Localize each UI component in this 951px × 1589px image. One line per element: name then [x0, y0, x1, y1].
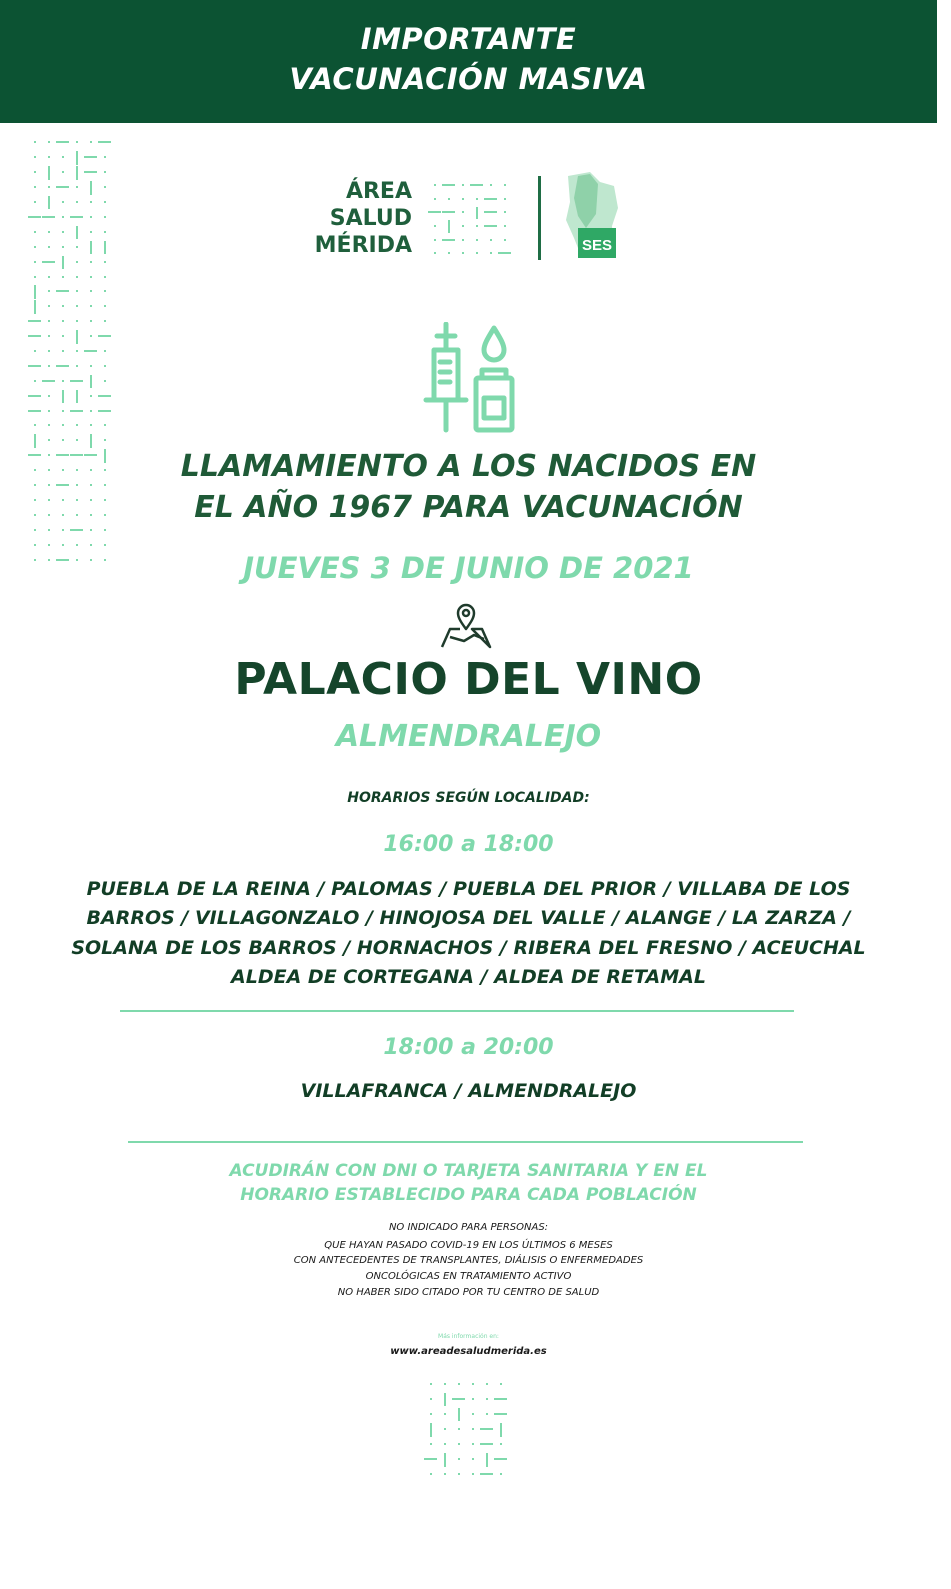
- decorative-dot: [76, 276, 78, 278]
- decorative-dot: [104, 201, 106, 203]
- decorative-dot: [34, 380, 36, 382]
- decorative-dot: [48, 350, 50, 352]
- decorative-dot: [484, 225, 497, 227]
- decorative-dot: [430, 1413, 432, 1415]
- decorative-dot: [104, 380, 106, 382]
- decorative-dot: [472, 1458, 474, 1460]
- decorative-dot: [62, 305, 64, 307]
- logo-divider: [538, 176, 541, 260]
- decorative-dot: [104, 241, 106, 254]
- decorative-dot: [34, 544, 36, 546]
- decorative-dot: [48, 365, 50, 367]
- decorative-dot: [90, 335, 92, 337]
- decorative-dot: [34, 201, 36, 203]
- decorative-dot: [56, 186, 69, 188]
- decorative-dot: [62, 246, 64, 248]
- decorative-dot: [90, 529, 92, 531]
- decorative-dot: [62, 216, 64, 218]
- decorative-dot: [28, 410, 41, 412]
- decorative-dot: [76, 320, 78, 322]
- decorative-dot: [90, 201, 92, 203]
- ses-logo-icon: [556, 168, 626, 264]
- decorative-dot: [434, 184, 436, 186]
- towns-slot-1-line-4: ALDEA DE CORTEGANA / ALDEA DE RETAMAL: [231, 966, 706, 988]
- decorative-dot: [444, 1413, 446, 1415]
- decorative-dot: [104, 484, 106, 486]
- decorative-dot: [76, 439, 78, 441]
- decorative-dot: [62, 544, 64, 546]
- decorative-dot: [480, 1473, 493, 1475]
- decorative-dot: [70, 380, 83, 382]
- decorative-dot: [434, 225, 436, 227]
- decorative-dot: [458, 1473, 460, 1475]
- decorative-dot: [76, 261, 78, 263]
- decorative-dot: [90, 410, 92, 412]
- venue-name: PALACIO DEL VINO: [234, 654, 703, 705]
- decorative-dot: [104, 290, 106, 292]
- decorative-dot: [504, 184, 506, 186]
- decorative-dot: [90, 290, 92, 292]
- requirements-line-1: ACUDIRÁN CON DNI O TARJETA SANITARIA Y EN EL: [229, 1161, 708, 1181]
- decorative-dot: [448, 220, 450, 232]
- decorative-dot: [84, 350, 97, 352]
- decorative-dot: [48, 529, 50, 531]
- decorative-dot: [76, 186, 78, 188]
- decorative-dot: [76, 151, 78, 164]
- decorative-dot: [104, 156, 106, 158]
- decorative-dot: [434, 252, 436, 254]
- decorative-dot: [34, 246, 36, 248]
- decorative-dot: [442, 211, 455, 213]
- decorative-dot: [504, 239, 506, 241]
- decorative-dot: [486, 1413, 488, 1415]
- decorative-dot: [28, 216, 41, 218]
- decorative-dot: [472, 1383, 474, 1385]
- decorative-dot: [28, 320, 41, 322]
- logo-line-2: SALUD: [329, 206, 412, 231]
- decorative-dot: [486, 1453, 488, 1467]
- decorative-dot: [462, 184, 464, 186]
- decorative-dot: [90, 424, 92, 426]
- decorative-dot: [34, 156, 36, 158]
- logo-dot-pattern: [428, 178, 512, 260]
- decorative-dot: [34, 529, 36, 531]
- decorative-dot: [90, 181, 92, 194]
- area-salud-merida-logo: [300, 178, 412, 259]
- decorative-dot: [62, 350, 64, 352]
- decorative-dot: [28, 365, 41, 367]
- decorative-dot: [62, 171, 64, 173]
- decorative-dot: [104, 171, 106, 173]
- decorative-dot: [48, 156, 50, 158]
- decorative-dot: [98, 395, 111, 397]
- requirements-line-2: HORARIO ESTABLECIDO PARA CADA POBLACIÓN: [240, 1185, 697, 1205]
- decorative-dot: [70, 529, 83, 531]
- decorative-dot: [104, 350, 106, 352]
- decorative-dot: [76, 141, 78, 143]
- decorative-dot: [34, 434, 36, 447]
- decorative-dot: [476, 207, 478, 219]
- decorative-dot: [90, 231, 92, 233]
- decorative-dot: [76, 226, 78, 239]
- decorative-dot: [458, 1458, 460, 1460]
- decorative-dot: [62, 256, 64, 269]
- decorative-dot: [430, 1473, 432, 1475]
- decorative-dot: [104, 424, 106, 426]
- decorative-dot: [104, 186, 106, 188]
- note-line-2: QUE HAYAN PASADO COVID-19 EN LOS ÚLTIMOS 6 MESES: [324, 1240, 613, 1251]
- decorative-dot: [90, 241, 92, 254]
- decorative-dot: [34, 231, 36, 233]
- decorative-dot: [34, 141, 36, 143]
- decorative-dot: [498, 252, 511, 254]
- header-banner: [0, 0, 937, 123]
- decorative-dot: [504, 225, 506, 227]
- decorative-dot: [90, 320, 92, 322]
- decorative-dot: [458, 1443, 460, 1445]
- decorative-dot: [48, 166, 50, 179]
- decorative-dot: [462, 252, 464, 254]
- decorative-dot: [472, 1443, 474, 1445]
- decorative-dot: [434, 198, 436, 200]
- decorative-dot: [42, 261, 55, 263]
- decorative-dot: [504, 198, 506, 200]
- decorative-dot: [476, 198, 478, 200]
- decorative-dot: [48, 320, 50, 322]
- decorative-dot: [90, 375, 92, 388]
- decorative-dot: [34, 285, 36, 298]
- decorative-dot: [104, 276, 106, 278]
- decorative-dot: [48, 335, 50, 337]
- decorative-dot: [486, 1383, 488, 1385]
- decorative-dot: [62, 390, 64, 403]
- decorative-dot: [62, 424, 64, 426]
- divider-2: [128, 1141, 803, 1143]
- decorative-dot: [76, 484, 78, 486]
- decorative-dot: [476, 252, 478, 254]
- decorative-dot: [34, 186, 36, 188]
- decorative-dot: [34, 300, 36, 313]
- schedule-label: HORARIOS SEGÚN LOCALIDAD:: [347, 790, 590, 806]
- decorative-dot: [490, 239, 492, 241]
- decorative-dot: [62, 439, 64, 441]
- decorative-dot: [444, 1383, 446, 1385]
- decorative-dot: [490, 184, 492, 186]
- decorative-dot: [48, 395, 50, 397]
- decorative-dot: [56, 484, 69, 486]
- decorative-dot: [494, 1413, 507, 1415]
- decorative-dot: [62, 380, 64, 382]
- decorative-dot: [484, 198, 497, 200]
- decorative-dot: [430, 1443, 432, 1445]
- decorative-dot: [56, 365, 69, 367]
- decorative-dot: [62, 335, 64, 337]
- venue-city: ALMENDRALEJO: [335, 719, 602, 754]
- decorative-dot: [48, 246, 50, 248]
- decorative-dot: [48, 544, 50, 546]
- towns-slot-1-line-3: SOLANA DE LOS BARROS / HORNACHOS / RIBERA DEL FRESNO / ACEUCHAL: [71, 937, 866, 959]
- decorative-dot: [28, 335, 41, 337]
- decorative-dot: [448, 198, 450, 200]
- decorative-dot: [34, 484, 36, 486]
- decorative-dot: [28, 395, 41, 397]
- note-line-4: ONCOLÓGICAS EN TRATAMIENTO ACTIVO: [365, 1271, 572, 1282]
- decorative-dot: [472, 1398, 474, 1400]
- decorative-dot: [486, 1398, 488, 1400]
- decorative-dot: [62, 156, 64, 158]
- banner-line-2: VACUNACIÓN MASIVA: [289, 62, 648, 96]
- decorative-dot: [434, 239, 436, 241]
- time-slot-1: 16:00 a 18:00: [383, 832, 554, 857]
- decorative-dot: [56, 290, 69, 292]
- decorative-dot: [500, 1443, 502, 1445]
- decorative-dot: [76, 290, 78, 292]
- decorative-dot: [34, 276, 36, 278]
- decorative-dot: [430, 1398, 432, 1400]
- decorative-dot: [104, 320, 106, 322]
- divider-1: [120, 1010, 794, 1012]
- decorative-dot: [90, 544, 92, 546]
- decorative-dot: [444, 1393, 446, 1407]
- decorative-dot: [48, 484, 50, 486]
- website-link[interactable]: www.areadesaludmerida.es: [390, 1346, 547, 1357]
- note-line-5: NO HABER SIDO CITADO POR TU CENTRO DE SALUD: [337, 1287, 600, 1298]
- decorative-dot: [476, 225, 478, 227]
- decorative-dot: [444, 1473, 446, 1475]
- decorative-dot: [90, 434, 92, 447]
- decorative-dot: [76, 390, 78, 403]
- decorative-dot: [458, 1428, 460, 1430]
- towns-slot-1-line-2: BARROS / VILLAGONZALO / HINOJOSA DEL VALLE / ALANGE / LA ZARZA /: [86, 907, 851, 929]
- decorative-dot: [48, 410, 50, 412]
- decorative-dot: [48, 231, 50, 233]
- decorative-dot: [490, 252, 492, 254]
- decorative-dot: [442, 239, 455, 241]
- headline-line-1: LLAMAMIENTO A LOS NACIDOS EN: [180, 449, 757, 484]
- more-info-label: Más información en:: [438, 1333, 499, 1340]
- decorative-dot: [430, 1383, 432, 1385]
- decorative-dot: [500, 1383, 502, 1385]
- decorative-dot: [90, 261, 92, 263]
- decorative-dot: [56, 141, 69, 143]
- time-slot-2: 18:00 a 20:00: [383, 1035, 554, 1060]
- towns-slot-2-line-1: VILLAFRANCA / ALMENDRALEJO: [300, 1080, 637, 1102]
- decorative-dot: [500, 1473, 502, 1475]
- decorative-dot: [34, 350, 36, 352]
- decorative-dot: [48, 305, 50, 307]
- decorative-dot: [48, 141, 50, 143]
- decorative-dot: [48, 196, 50, 209]
- decorative-dot: [62, 201, 64, 203]
- decorative-dot: [76, 544, 78, 546]
- decorative-dot: [34, 424, 36, 426]
- decorative-dot: [462, 198, 464, 200]
- decorative-dot: [104, 529, 106, 531]
- decorative-dot: [504, 211, 506, 213]
- banner-line-1: IMPORTANTE: [360, 22, 577, 56]
- decorative-dot: [104, 216, 106, 218]
- decorative-dot: [452, 1398, 465, 1400]
- decorative-dot: [76, 201, 78, 203]
- decorative-dot-pattern-bottom: [424, 1376, 508, 1482]
- vaccination-date: JUEVES 3 DE JUNIO DE 2021: [243, 551, 694, 585]
- decorative-dot: [42, 380, 55, 382]
- decorative-dot: [470, 184, 483, 186]
- decorative-dot: [62, 529, 64, 531]
- note-line-1: NO INDICADO PARA PERSONAS:: [388, 1222, 549, 1233]
- decorative-dot: [104, 261, 106, 263]
- decorative-dot: [428, 211, 441, 213]
- vaccine-icon: [420, 322, 520, 434]
- decorative-dot: [458, 1408, 460, 1422]
- vaccine-vial-icon: [476, 328, 512, 430]
- decorative-dot: [98, 335, 111, 337]
- decorative-dot: [84, 171, 97, 173]
- decorative-dot: [480, 1428, 493, 1430]
- decorative-dot: [444, 1453, 446, 1467]
- decorative-dot: [472, 1473, 474, 1475]
- decorative-dot: [76, 246, 78, 248]
- decorative-dot: [104, 231, 106, 233]
- decorative-dot: [448, 252, 450, 254]
- decorative-dot: [90, 484, 92, 486]
- decorative-dot: [34, 261, 36, 263]
- decorative-dot: [462, 211, 464, 213]
- decorative-dot: [70, 410, 83, 412]
- decorative-dot: [76, 424, 78, 426]
- decorative-dot: [48, 290, 50, 292]
- decorative-dot: [90, 216, 92, 218]
- decorative-dot: [472, 1413, 474, 1415]
- decorative-dot: [90, 141, 92, 143]
- decorative-dot: [84, 156, 97, 158]
- decorative-dot: [48, 186, 50, 188]
- decorative-dot: [48, 439, 50, 441]
- decorative-dot: [62, 410, 64, 412]
- decorative-dot: [90, 305, 92, 307]
- decorative-dot: [76, 166, 78, 179]
- decorative-dot: [34, 171, 36, 173]
- decorative-dot: [90, 276, 92, 278]
- decorative-dot: [442, 184, 455, 186]
- decorative-dot: [444, 1443, 446, 1445]
- decorative-dot: [76, 350, 78, 352]
- decorative-dot: [444, 1428, 446, 1430]
- decorative-dot: [104, 544, 106, 546]
- decorative-dot: [424, 1458, 437, 1460]
- decorative-dot: [62, 320, 64, 322]
- decorative-dot: [62, 231, 64, 233]
- decorative-dot: [484, 211, 497, 213]
- decorative-dot: [480, 1443, 493, 1445]
- note-line-3: CON ANTECEDENTES DE TRANSPLANTES, DIÁLISIS O ENFERMEDADES: [293, 1255, 644, 1266]
- decorative-dot: [462, 239, 464, 241]
- decorative-dot: [48, 276, 50, 278]
- logo-line-3: MÉRIDA: [314, 233, 412, 258]
- decorative-dot: [98, 141, 111, 143]
- decorative-dot: [476, 239, 478, 241]
- decorative-dot: [76, 365, 78, 367]
- decorative-dot: [462, 225, 464, 227]
- decorative-dot: [98, 410, 111, 412]
- decorative-dot: [70, 216, 83, 218]
- decorative-dot: [494, 1398, 507, 1400]
- map-location-icon: [438, 603, 494, 651]
- decorative-dot: [42, 216, 55, 218]
- decorative-dot: [104, 439, 106, 441]
- headline-line-2: EL AÑO 1967 PARA VACUNACIÓN: [194, 490, 743, 525]
- decorative-dot: [76, 330, 78, 343]
- decorative-dot: [430, 1423, 432, 1437]
- decorative-dot: [76, 305, 78, 307]
- decorative-dot: [62, 276, 64, 278]
- decorative-dot: [494, 1458, 507, 1460]
- decorative-dot: [48, 424, 50, 426]
- ses-badge-text: SES: [581, 237, 613, 254]
- decorative-dot: [90, 365, 92, 367]
- decorative-dot: [90, 395, 92, 397]
- decorative-dot: [500, 1423, 502, 1437]
- decorative-dot: [458, 1383, 460, 1385]
- syringe-icon: [426, 324, 466, 430]
- decorative-dot: [104, 305, 106, 307]
- decorative-dot: [104, 365, 106, 367]
- decorative-dot: [472, 1428, 474, 1430]
- towns-slot-1-line-1: PUEBLA DE LA REINA / PALOMAS / PUEBLA DEL PRIOR / VILLABA DE LOS: [86, 878, 851, 900]
- logo-line-1: ÁREA: [345, 179, 412, 204]
